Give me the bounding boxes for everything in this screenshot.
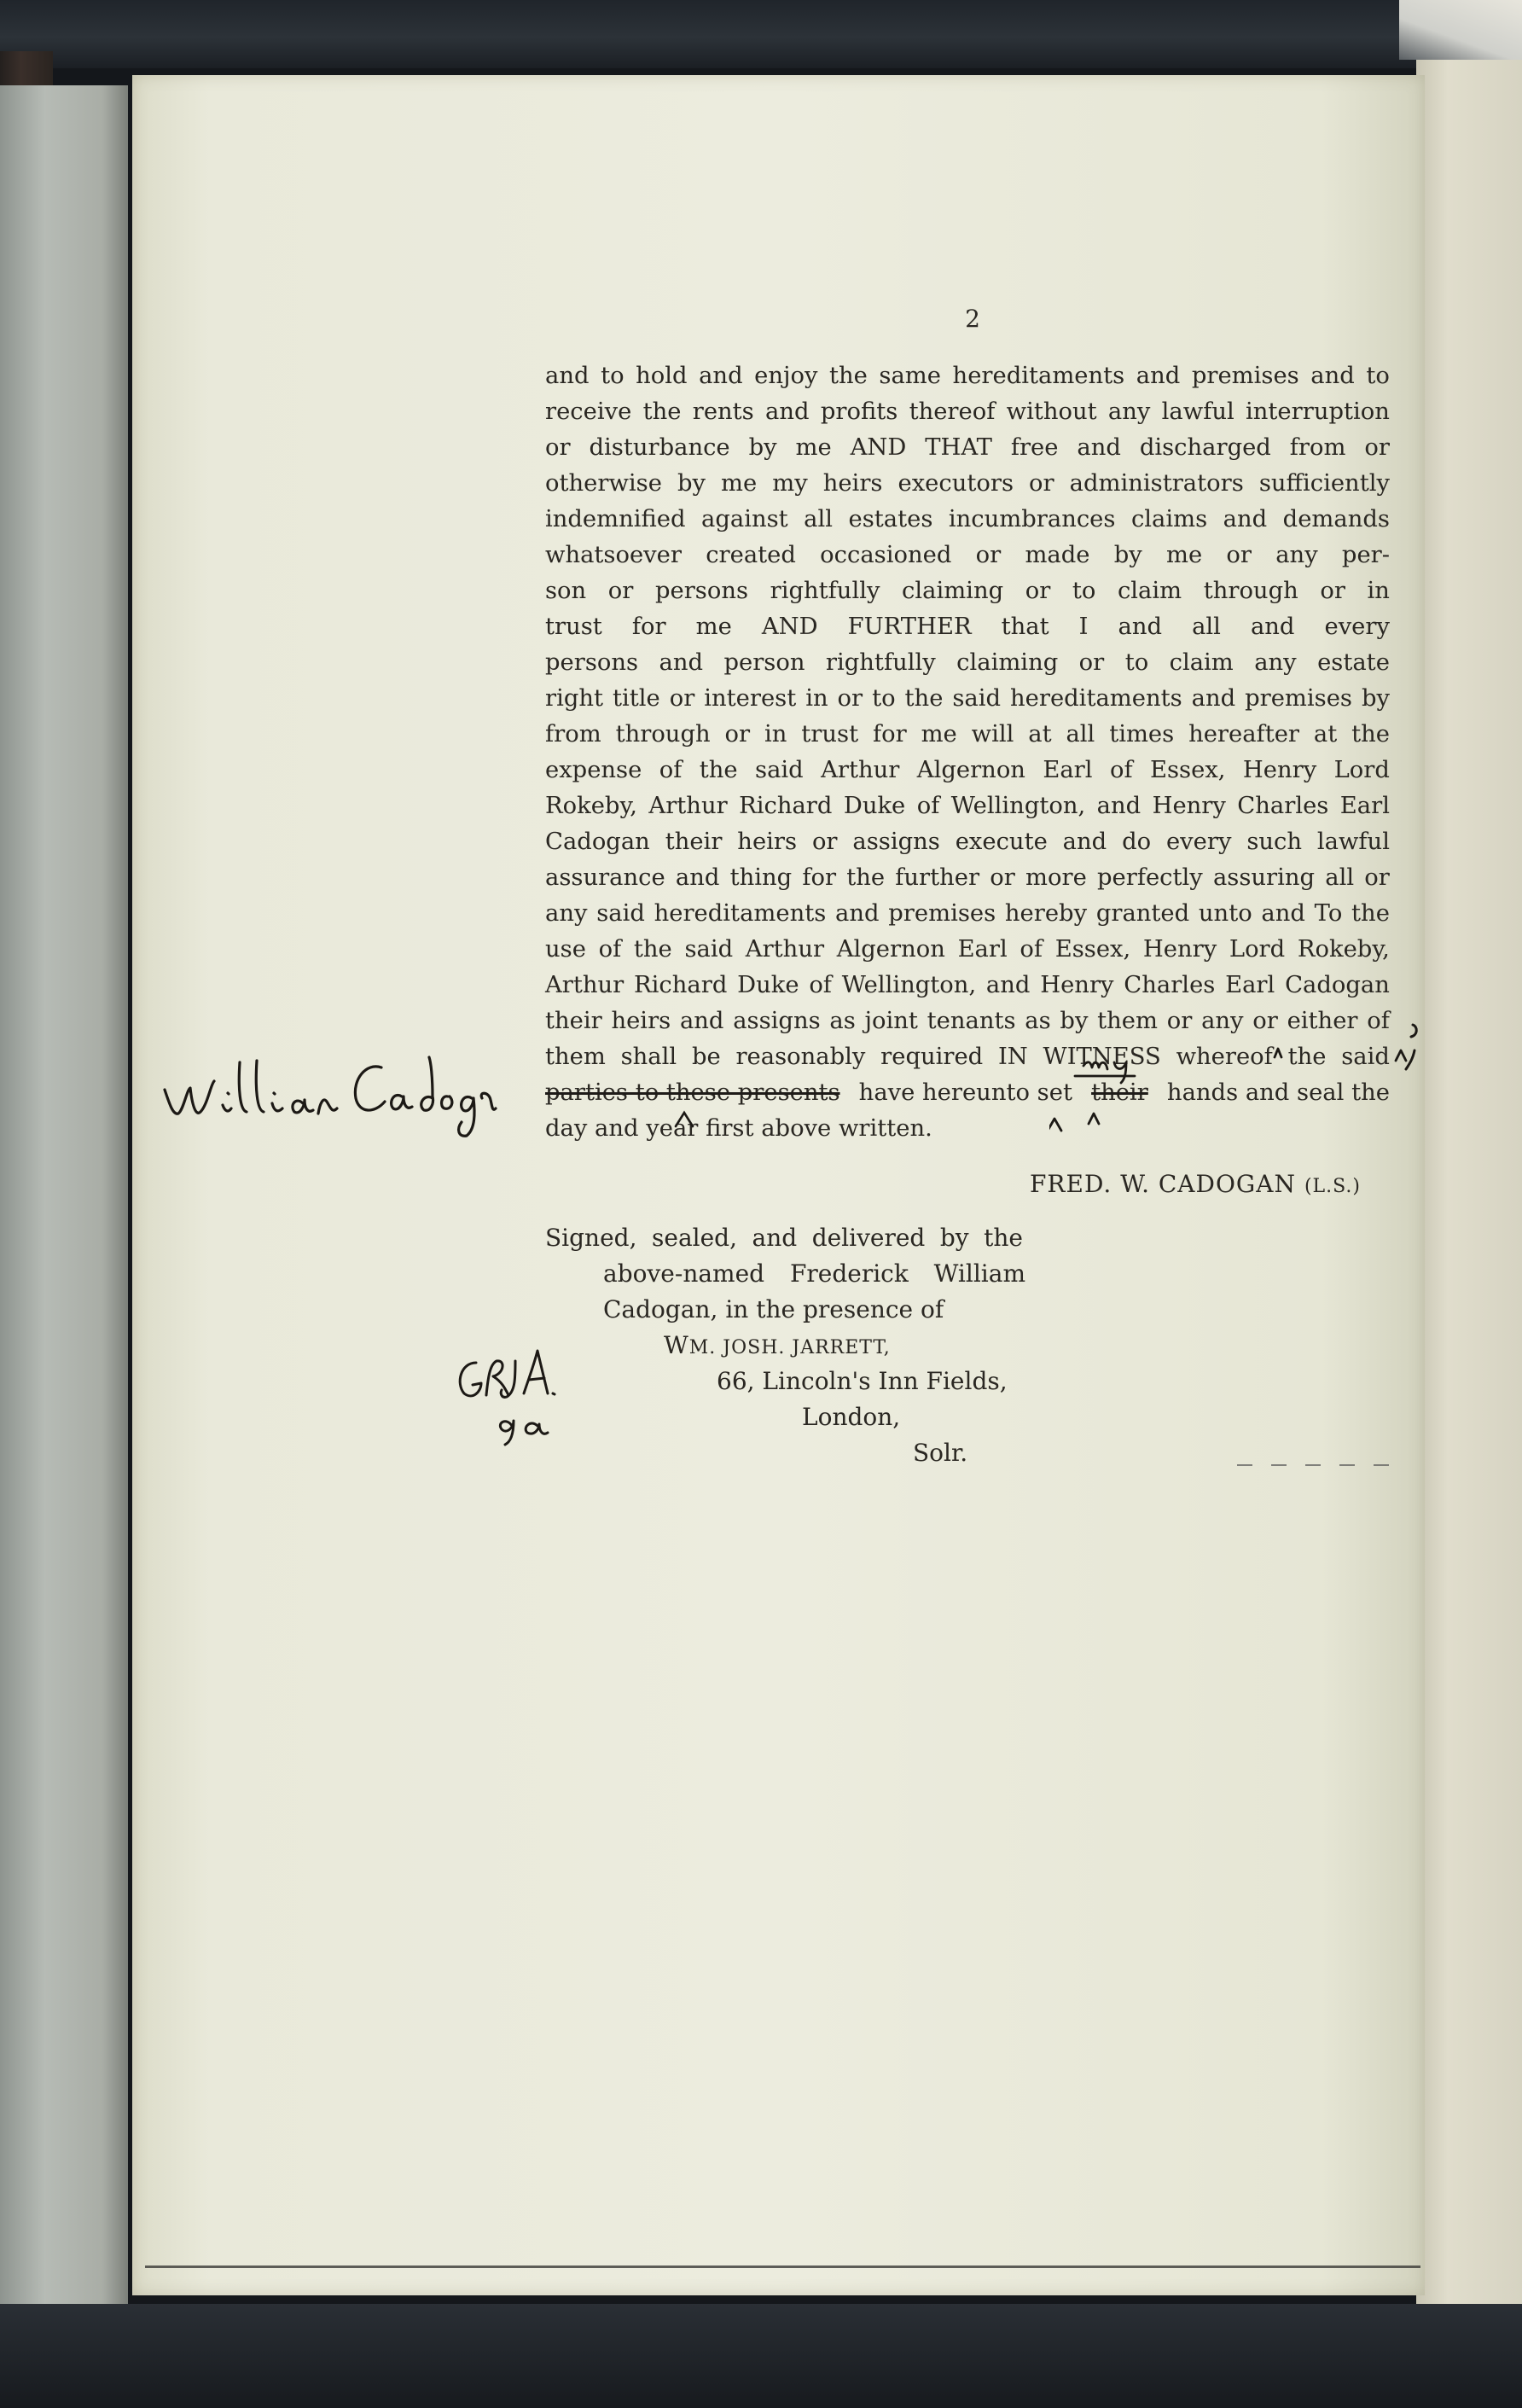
book-cover-top (0, 0, 1522, 68)
body-line: trust for me AND FURTHER that I and all and every (545, 614, 1390, 640)
struck-word: their (1091, 1079, 1148, 1106)
body-line: persons and person rightfully claiming or to claim any estate (545, 649, 1390, 676)
interlineation-marks (1049, 1045, 1442, 1139)
signatory-name: FRED. W. CADOGAN (1030, 1170, 1297, 1198)
book-cover-bottom (0, 2304, 1522, 2408)
body-line: Arthur Richard Duke of Wellington, and Henry Charles Earl Cadogan (545, 972, 1390, 998)
caret-mark (672, 1108, 698, 1133)
struck-phrase: parties to these presents (545, 1079, 840, 1106)
body-line: expense of the said Arthur Algernon Earl of Essex, Henry Lord (545, 757, 1390, 783)
locus-sigilli: (L.S.) (1304, 1176, 1361, 1197)
body-line: them shall be reasonably required IN WITNESS whereof the said (545, 1044, 1390, 1070)
body-line: otherwise by me my heirs executors or administrators sufficiently (545, 470, 1390, 497)
body-line: assurance and thing for the further or more perfectly assuring all or (545, 864, 1390, 891)
body-line: Rokeby, Arthur Richard Duke of Wellington, and Henry Charles Earl (545, 793, 1390, 819)
signature-line (985, 1170, 1361, 1198)
attestation-line-1: Signed, sealed, and delivered by the (545, 1224, 1023, 1252)
witness-name: WM. JOSH. JARRETT, (664, 1331, 891, 1359)
handwritten-signature (158, 1037, 499, 1139)
body-line: indemnified against all estates incumbrances claims and demands (545, 506, 1390, 532)
margin-mark (1399, 1020, 1425, 1079)
body-line: right title or interest in or to the said hereditaments and premises by (545, 685, 1390, 712)
body-line: their heirs and assigns as joint tenants as by them or any or either of (545, 1008, 1390, 1034)
body-line: or disturbance by me AND THAT free and discharged from or (545, 434, 1390, 461)
body-line: and to hold and enjoy the same hereditaments and premises and to (545, 363, 1390, 389)
body-line: any said hereditaments and premises hereby granted unto and To the (545, 900, 1390, 927)
body-line: whatsoever created occasioned or made by me or any per- (545, 542, 1390, 568)
handwritten-initials (452, 1344, 580, 1451)
page-bottom-rule (145, 2265, 1420, 2268)
witness-title: Solr. (913, 1439, 968, 1467)
attestation-line-2: above-named Frederick William (603, 1259, 1025, 1288)
page-corner (1399, 0, 1522, 60)
witness-address-2: London, (802, 1403, 901, 1431)
witness-address-1: 66, Lincoln's Inn Fields, (717, 1367, 1008, 1395)
line-middle: have hereunto set (858, 1079, 1072, 1106)
binding-strip (0, 85, 128, 2304)
body-line: son or persons rightfully claiming or to claim through or in (545, 578, 1390, 604)
body-line-last: day and year first above written. (545, 1115, 932, 1142)
line-end: hands and seal the (1166, 1079, 1390, 1106)
body-line: receive the rents and profits thereof without any lawful interruption (545, 398, 1390, 425)
faint-dashed-rule (1237, 1464, 1391, 1466)
body-line: from through or in trust for me will at all times hereafter at the (545, 721, 1390, 747)
body-line: Cadogan their heirs or assigns execute and do every such lawful (545, 829, 1390, 855)
deed-body-text (545, 358, 1390, 1147)
next-page-edge (1416, 26, 1522, 2347)
attestation-line-3: Cadogan, in the presence of (603, 1295, 944, 1323)
body-line: use of the said Arthur Algernon Earl of Essex, Henry Lord Rokeby, (545, 936, 1390, 963)
page-number: 2 (965, 305, 980, 333)
